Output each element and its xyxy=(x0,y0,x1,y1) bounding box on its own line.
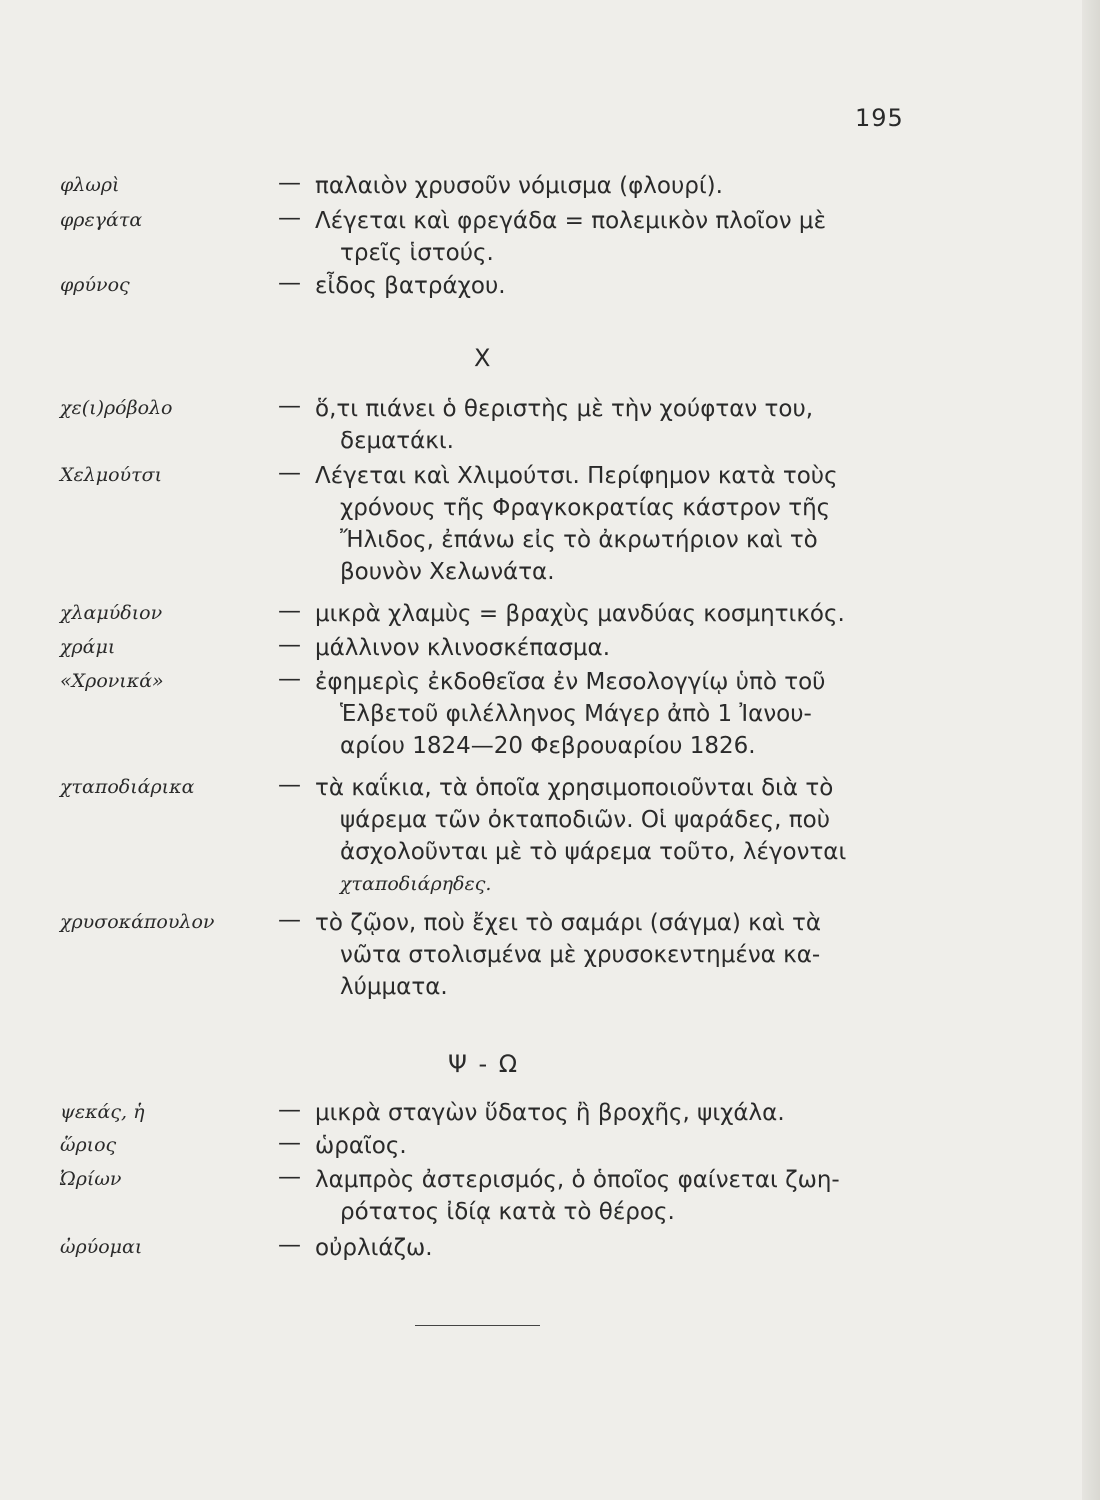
entry-term: χε(ι)ρόβολο xyxy=(60,397,173,419)
definition-line: αρίου 1824—20 Φεβρουαρίου 1826. xyxy=(340,733,756,759)
definition-line: δεματάκι. xyxy=(340,428,454,454)
definition-line: οὐρλιάζω. xyxy=(315,1235,433,1261)
entry-definition xyxy=(315,1097,905,1129)
entry-term: ὥριος xyxy=(60,1134,117,1156)
definition-line: Λέγεται καὶ Χλιμούτσι. Περίφημον κατὰ τοὺς xyxy=(315,463,838,489)
definition-line: χταποδιάρηδες. xyxy=(340,873,492,895)
entry-definition xyxy=(315,170,905,202)
definition-line: Λέγεται καὶ φρεγάδα = πολεμικὸν πλοῖον μὲ xyxy=(315,208,826,234)
definition-line: ὡραῖος. xyxy=(315,1133,407,1159)
page-number: 195 xyxy=(855,104,904,132)
definition-line: παλαιὸν χρυσοῦν νόμισμα (φλουρί). xyxy=(315,173,723,199)
entry-definition xyxy=(315,632,905,664)
definition-line: Ἑλβετοῦ φιλέλληνος Μάγερ ἀπὸ 1 Ἰανου- xyxy=(340,701,812,727)
entry-dash: — xyxy=(278,907,301,933)
entry-dash: — xyxy=(278,1130,301,1156)
entry-term: ὠρύομαι xyxy=(60,1236,143,1258)
entry-definition xyxy=(315,598,905,630)
entry-dash: — xyxy=(278,598,301,624)
entry-term: «Χρονικά» xyxy=(60,670,164,692)
entry-definition xyxy=(315,1164,905,1228)
section-heading: Ψ - Ω xyxy=(448,1050,520,1078)
entry-definition xyxy=(315,205,905,269)
entry-term: Ὠρίων xyxy=(60,1168,122,1190)
definition-line: μικρὰ χλαμὺς = βραχὺς μανδύας κοσμητικός. xyxy=(315,601,845,627)
entry-term: χταποδιάρικα xyxy=(60,776,195,798)
section-heading: Χ xyxy=(474,344,493,372)
entry-dash: — xyxy=(278,460,301,486)
definition-line: μάλλινον κλινοσκέπασμα. xyxy=(315,635,611,661)
definition-line: Ἤλιδος, ἐπάνω εἰς τὸ ἀκρωτήριον καὶ τὸ xyxy=(340,527,818,553)
entry-term: φλωρὶ xyxy=(60,174,120,196)
entry-dash: — xyxy=(278,1232,301,1258)
definition-line: ρότατος ἰδίᾳ κατὰ τὸ θέρος. xyxy=(340,1199,675,1225)
page-edge xyxy=(1082,0,1100,1500)
entry-term: χρυσοκάπουλον xyxy=(60,911,215,933)
entry-definition xyxy=(315,666,905,762)
definition-line: ἐφημερὶς ἐκδοθεῖσα ἐν Μεσολογγίῳ ὑπὸ τοῦ xyxy=(315,669,826,695)
definition-line: ψάρεμα τῶν ὀκταποδιῶν. Οἱ ψαράδες, ποὺ xyxy=(340,807,831,833)
entry-definition xyxy=(315,270,905,302)
entry-definition xyxy=(315,393,905,457)
definition-line: μικρὰ σταγὼν ὕδατος ἢ βροχῆς, ψιχάλα. xyxy=(315,1100,785,1126)
entry-dash: — xyxy=(278,1164,301,1190)
definition-line: ὅ,τι πιάνει ὁ θεριστὴς μὲ τὴν χούφταν του, xyxy=(315,396,814,422)
entry-definition xyxy=(315,907,905,1003)
definition-line: λαμπρὸς ἀστερισμός, ὁ ὁποῖος φαίνεται ζωη- xyxy=(315,1167,840,1193)
entry-definition xyxy=(315,460,905,588)
definition-line: εἶδος βατράχου. xyxy=(315,273,506,299)
definition-line: τὸ ζῷον, ποὺ ἔχει τὸ σαμάρι (σάγμα) καὶ τὰ xyxy=(315,910,821,936)
entry-dash: — xyxy=(278,170,301,196)
definition-line: τρεῖς ἱστούς. xyxy=(340,240,494,266)
definition-line: ἀσχολοῦνται μὲ τὸ ψάρεμα τοῦτο, λέγονται xyxy=(340,839,847,865)
entry-term: ψεκάς, ἡ xyxy=(60,1101,145,1123)
entry-dash: — xyxy=(278,393,301,419)
definition-line: λύμματα. xyxy=(340,974,448,1000)
entry-term: χράμι xyxy=(60,636,116,658)
entry-dash: — xyxy=(278,1097,301,1123)
entry-dash: — xyxy=(278,205,301,231)
entry-definition xyxy=(315,1232,905,1264)
definition-line: νῶτα στολισμένα μὲ χρυσοκεντημένα κα- xyxy=(340,942,821,968)
definition-line: χρόνους τῆς Φραγκοκρατίας κάστρον τῆς xyxy=(340,495,831,521)
entry-dash: — xyxy=(278,772,301,798)
entry-definition xyxy=(315,772,905,900)
entry-dash: — xyxy=(278,666,301,692)
entry-term: χλαμύδιον xyxy=(60,602,163,624)
entry-term: φρεγάτα xyxy=(60,209,143,231)
entry-dash: — xyxy=(278,270,301,296)
definition-line: τὰ καΐκια, τὰ ὁποῖα χρησιμοποιοῦνται διὰ τὸ xyxy=(315,775,834,801)
definition-line: βουνὸν Χελωνάτα. xyxy=(340,559,555,585)
closing-rule xyxy=(415,1325,540,1326)
entry-term: φρύνος xyxy=(60,274,130,296)
entry-dash: — xyxy=(278,632,301,658)
entry-term: Χελμούτσι xyxy=(60,464,163,486)
entry-definition xyxy=(315,1130,905,1162)
